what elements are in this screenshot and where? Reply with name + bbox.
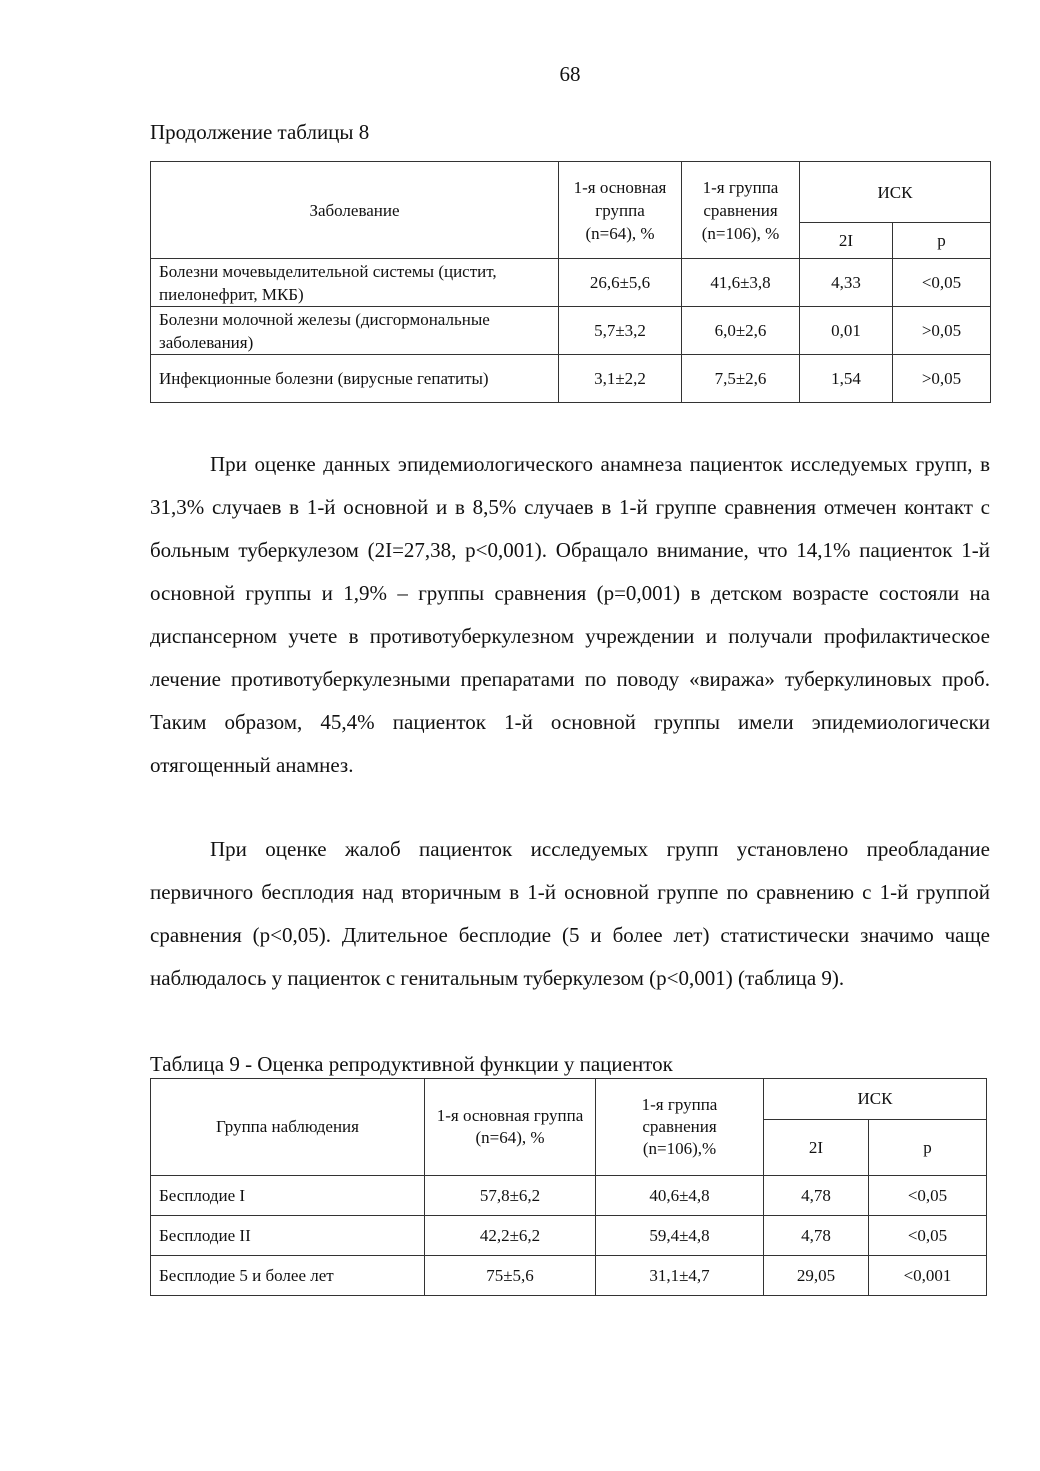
table-row [151,1256,987,1296]
row-label: Инфекционные болезни (вирусные гепатиты) [151,355,559,403]
cell-group2: 7,5±2,6 [682,355,800,403]
table-8 [150,161,991,403]
header-chi: 2I [800,223,893,259]
row-label: Болезни мочевыделительной системы (цистит, пиелонефрит, МКБ) [151,259,559,307]
cell-chi: 4,33 [800,259,893,307]
row-label: Болезни молочной железы (дисгормональные заболевания) [151,307,559,355]
row-label: Бесплодие 5 и более лет [151,1256,425,1296]
cell-group2: 31,1±4,7 [596,1256,764,1296]
cell-p: <0,05 [869,1176,987,1216]
header-group2: 1-я группа сравнения (n=106), % [682,162,800,259]
header-chi: 2I [764,1120,869,1176]
header-group2: 1-я группа сравнения (n=106),% [596,1079,764,1176]
header-p: p [869,1120,987,1176]
cell-group2: 40,6±4,8 [596,1176,764,1216]
cell-group1: 42,2±6,2 [425,1216,596,1256]
table-8-caption: Продолжение таблицы 8 [150,120,370,144]
row-label: Бесплодие II [151,1216,425,1256]
cell-p: <0,001 [869,1256,987,1296]
cell-group1: 26,6±5,6 [559,259,682,307]
table-row [151,259,991,307]
cell-group1: 3,1±2,2 [559,355,682,403]
cell-group2: 41,6±3,8 [682,259,800,307]
header-isk: ИСК [764,1079,987,1120]
cell-p: >0,05 [893,307,991,355]
cell-p: <0,05 [869,1216,987,1256]
cell-group1: 75±5,6 [425,1256,596,1296]
table-row [151,307,991,355]
page-number: 68 [559,62,581,86]
cell-chi: 1,54 [800,355,893,403]
header-group1: 1-я основная группа (n=64), % [559,162,682,259]
paragraph-complaints: При оценке жалоб пациенток исследуемых групп установлено преобладание первичного бесплодия над вторичным в 1-й основной группе по сравнению с 1-й группой сравнения (p<0,05). Длительное бесплодие (5 и более лет) статистически значимо чаще наблюдалось у пациенток с генитальным туберкулезом (p<0,001) (таблица 9). [150,837,990,990]
cell-chi: 0,01 [800,307,893,355]
cell-group1: 57,8±6,2 [425,1176,596,1216]
cell-group2: 59,4±4,8 [596,1216,764,1256]
table-row [151,355,991,403]
table-row [151,1216,987,1256]
header-group1: 1-я основная группа (n=64), % [425,1079,596,1176]
cell-chi: 29,05 [764,1256,869,1296]
table-9 [150,1078,987,1296]
header-p: p [893,223,991,259]
table-row [151,1176,987,1216]
cell-group2: 6,0±2,6 [682,307,800,355]
cell-chi: 4,78 [764,1176,869,1216]
cell-group1: 5,7±3,2 [559,307,682,355]
header-isk: ИСК [800,162,991,223]
header-group: Группа наблюдения [151,1079,425,1176]
cell-p: <0,05 [893,259,991,307]
cell-chi: 4,78 [764,1216,869,1256]
table-9-caption: Таблица 9 - Оценка репродуктивной функции у пациенток [150,1052,673,1076]
header-disease: Заболевание [151,162,559,259]
row-label: Бесплодие I [151,1176,425,1216]
cell-p: >0,05 [893,355,991,403]
paragraph-epidemiology: При оценке данных эпидемиологического анамнеза пациенток исследуемых групп, в 31,3% случаев в 1-й основной и в 8,5% случаев в 1-й группе сравнения отмечен контакт с больным туберкулезом (2I=27,38, p<0,001). Обращало внимание, что 14,1% пациенток 1-й основной группы и 1,9% – группы сравнения (p=0,001) в детском возрасте состояли на диспансерном учете в противотуберкулезном учреждении и получали профилактическое лечение противотуберкулезными препаратами по поводу «виража» туберкулиновых проб. Таким образом, 45,4% пациенток 1-й основной группы имели эпидемиологически отягощенный анамнез. [150,452,990,777]
